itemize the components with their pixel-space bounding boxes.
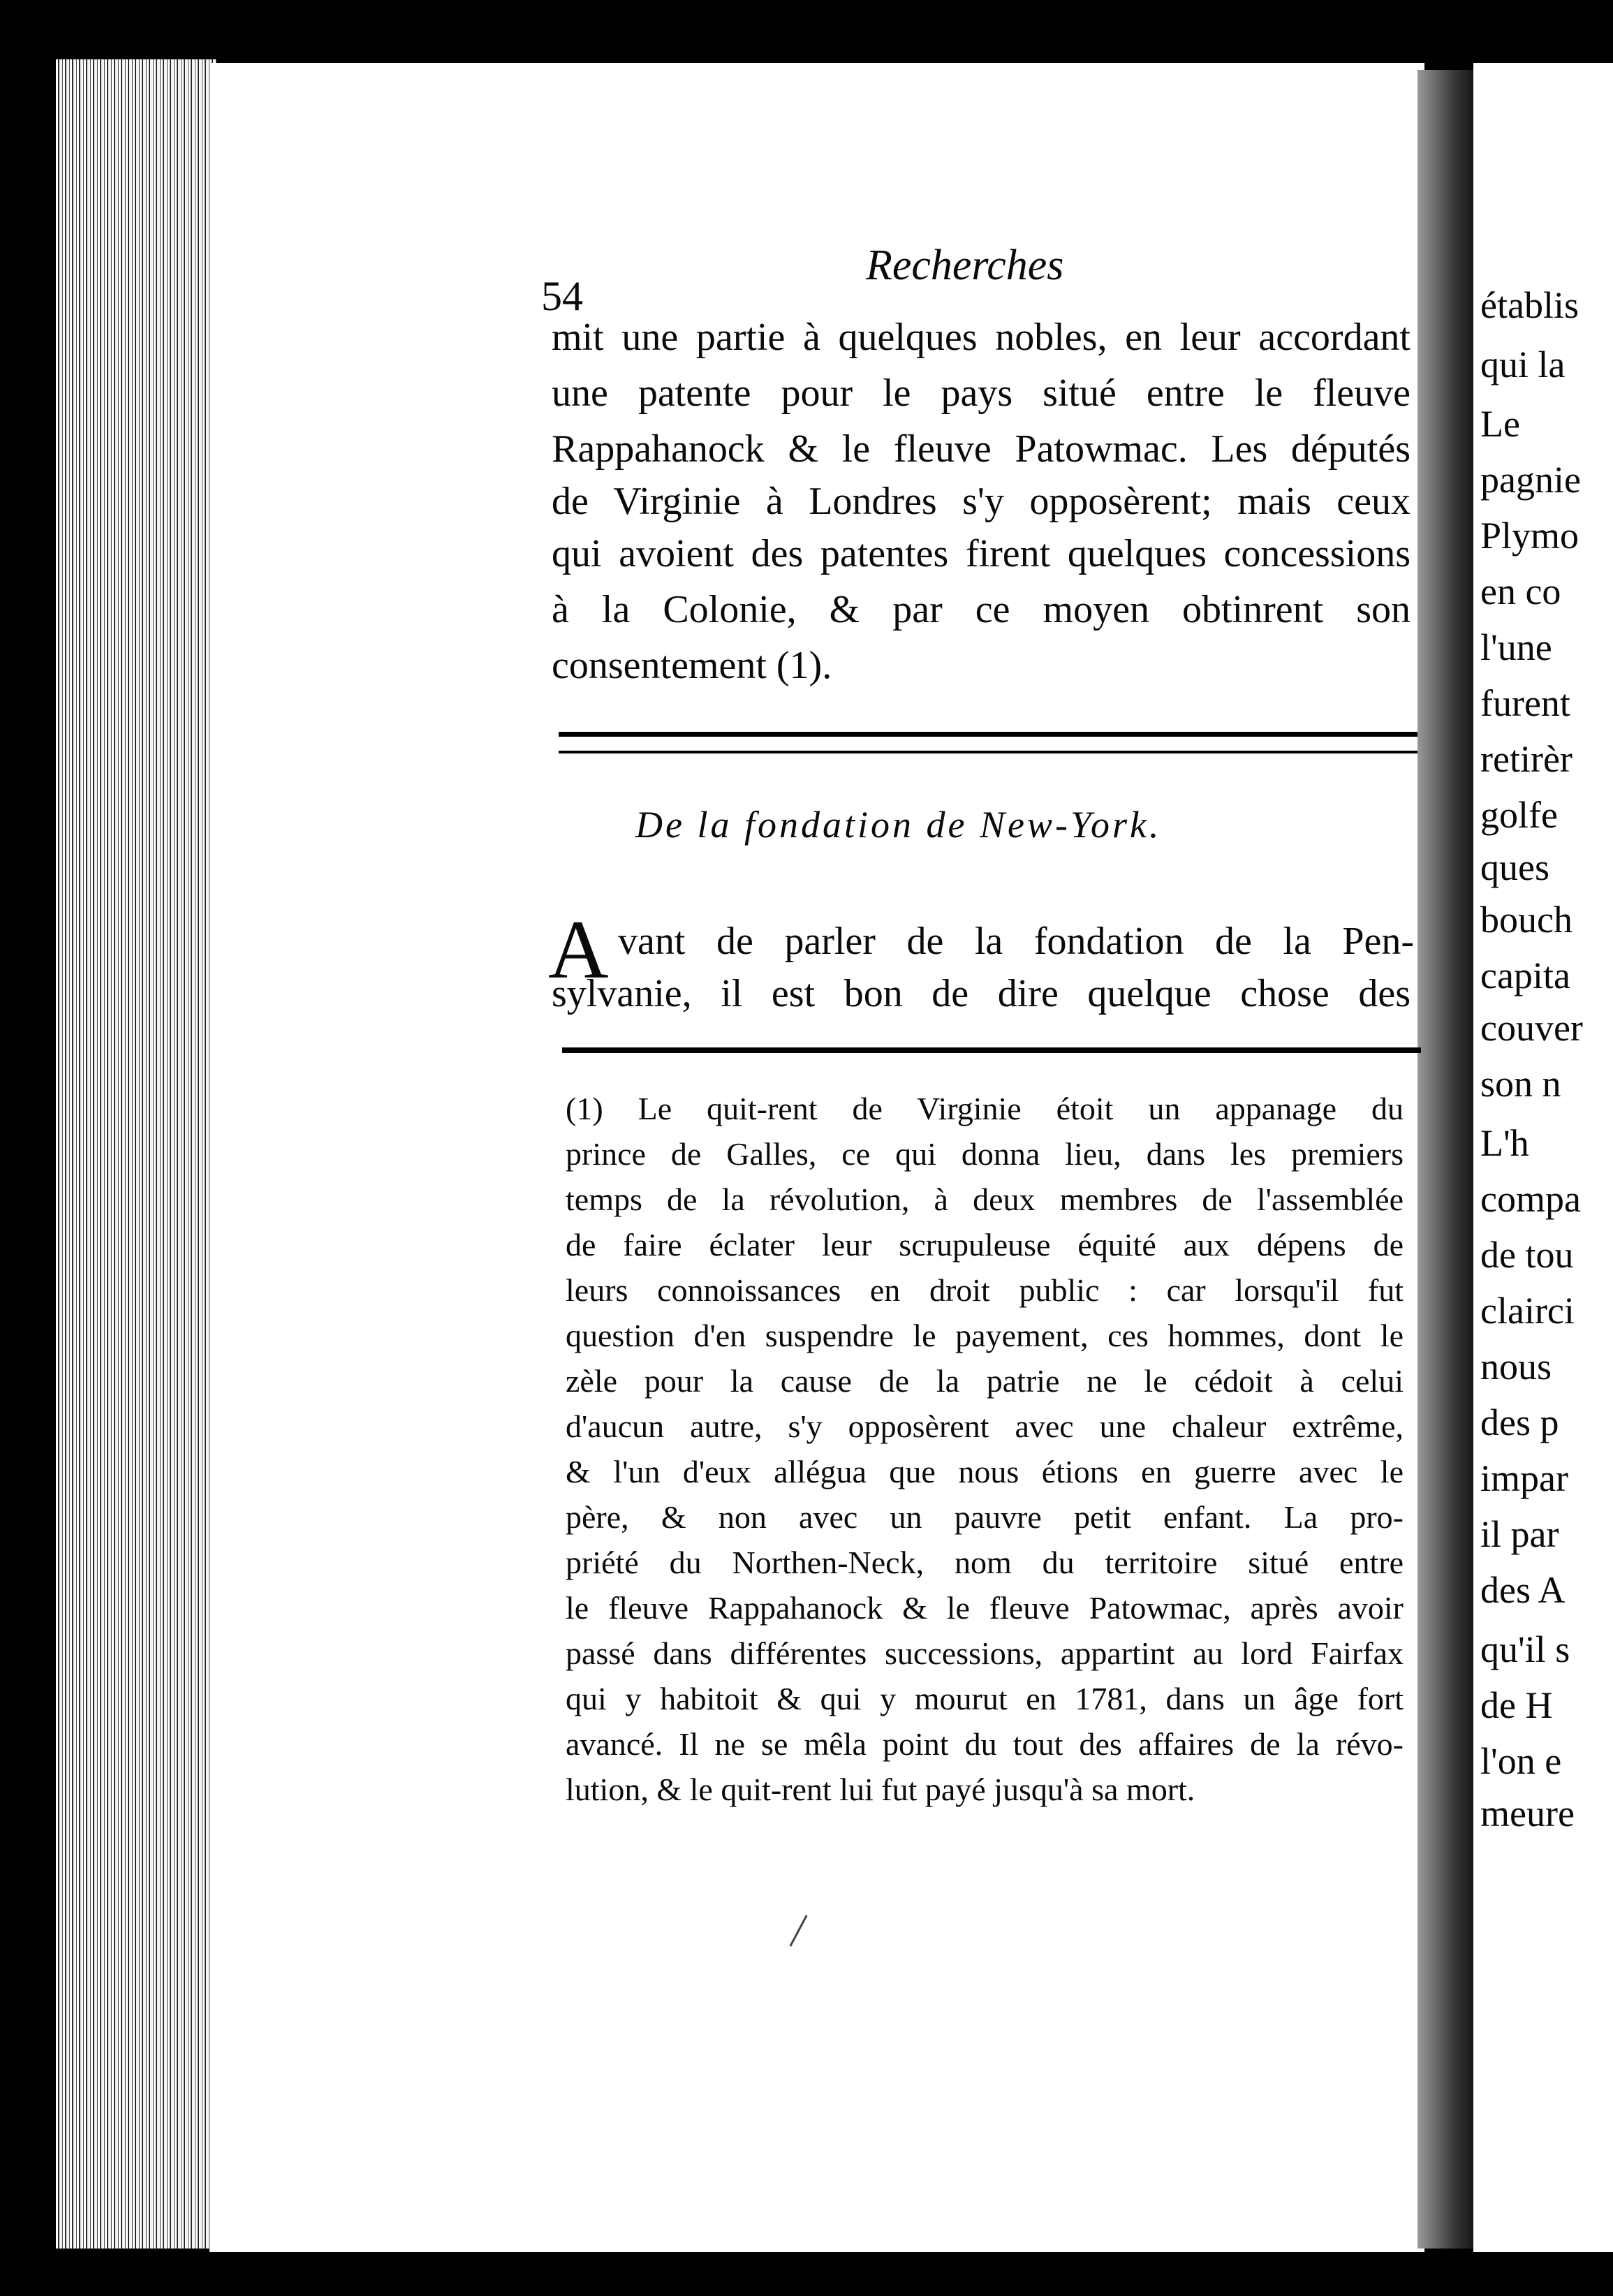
footnote-line: temps de la révolution, à deux membres de l'assemblée [566,1182,1404,1217]
right-page-fragment: meure [1480,1793,1575,1834]
right-page-fragment: furent [1480,682,1570,724]
right-page-fragment: Le [1480,403,1520,445]
section-line: sylvanie, il est bon de dire quelque chose des [552,972,1411,1015]
right-page-fragment: établis [1480,284,1579,326]
stacked-page-edges [56,59,216,2249]
footnote-rule [562,1047,1421,1053]
paragraph-line: une patente pour le pays situé entre le fleuve [552,371,1411,415]
right-page-fragment: son n [1480,1063,1561,1105]
right-page-fragment: compa [1480,1178,1581,1220]
footnote-line: père, & non avec un pauvre petit enfant. La pro- [566,1499,1404,1535]
footnote-line: prince de Galles, ce qui donna lieu, dans les premiers [566,1136,1404,1172]
paragraph-line: qui avoient des patentes firent quelques concessions [552,532,1411,575]
right-page-fragment: en co [1480,571,1561,612]
right-page-fragment: des p [1480,1401,1559,1443]
footnote-line: d'aucun autre, s'y opposèrent avec une chaleur extrême, [566,1408,1404,1444]
right-page-fragment: L'h [1480,1122,1529,1164]
footnote-line: & l'un d'eux allégua que nous étions en guerre avec le [566,1454,1404,1489]
footnote-line: avancé. Il ne se mêla point du tout des affaires de la révo- [566,1726,1404,1762]
book-gutter [1417,70,1477,2249]
footnote-line: (1) Le quit-rent de Virginie étoit un appanage du [566,1091,1404,1126]
right-page-fragment: il par [1480,1513,1559,1555]
right-page-fragment: capita [1480,955,1570,996]
section-title: De la fondation de New-York. [635,804,1162,846]
right-page-fragment: retirèr [1480,738,1573,780]
footnote-line: question d'en suspendre le payement, ces hommes, dont le [566,1318,1404,1353]
footnote-line: le fleuve Rappahanock & le fleuve Patowmac, après avoir [566,1590,1404,1626]
footnote-line: zèle pour la cause de la patrie ne le cédoit à celui [566,1363,1404,1399]
footnote-line: passé dans différentes successions, appartint au lord Fairfax [566,1635,1404,1671]
right-page-fragment: clairci [1480,1290,1575,1332]
right-page-fragment: pagnie [1480,459,1581,501]
right-page-fragment: couver [1480,1007,1583,1049]
right-page-fragment: Plymo [1480,515,1579,557]
paragraph-line: consentement (1). [552,644,832,687]
footnote-line: leurs connoissances en droit public : car lorsqu'il fut [566,1272,1404,1308]
paragraph-line: mit une partie à quelques nobles, en leur accordant [552,316,1411,359]
paragraph-line: de Virginie à Londres s'y opposèrent; mais ceux [552,480,1411,523]
right-page-fragment: de H [1480,1684,1553,1726]
double-rule [559,732,1417,753]
right-page-fragment: nous [1480,1346,1552,1388]
right-page-fragment: golfe [1480,794,1558,836]
right-page-fragment: bouch [1480,899,1573,941]
right-page-fragment: qui la [1480,344,1566,385]
section-line: vant de parler de la fondation de la Pen- [618,920,1414,963]
page-number: 54 [541,273,583,319]
paragraph-line: Rappahanock & le fleuve Patowmac. Les députés [552,427,1411,471]
right-page-fragment: ques [1480,846,1549,888]
right-page-fragment: de tou [1480,1234,1574,1276]
footnote-line: qui y habitoit & qui y mourut en 1781, dans un âge fort [566,1681,1404,1716]
footnote-line: priété du Northen-Neck, nom du territoire situé entre [566,1545,1404,1580]
footnote-line: lution, & le quit-rent lui fut payé jusqu'à sa mort. [566,1772,1195,1807]
right-page-fragment: l'une [1480,626,1552,668]
right-page-fragment: qu'il s [1480,1628,1570,1670]
paragraph-line: à la Colonie, & par ce moyen obtinrent son [552,588,1411,631]
footnote-line: de faire éclater leur scrupuleuse équité aux dépens de [566,1227,1404,1263]
drop-cap: A [548,903,609,996]
right-page-fragment: des A [1480,1569,1566,1611]
running-head: Recherches [866,242,1064,289]
right-page-fragment: impar [1480,1457,1568,1499]
right-page-fragment: l'on e [1480,1740,1562,1782]
